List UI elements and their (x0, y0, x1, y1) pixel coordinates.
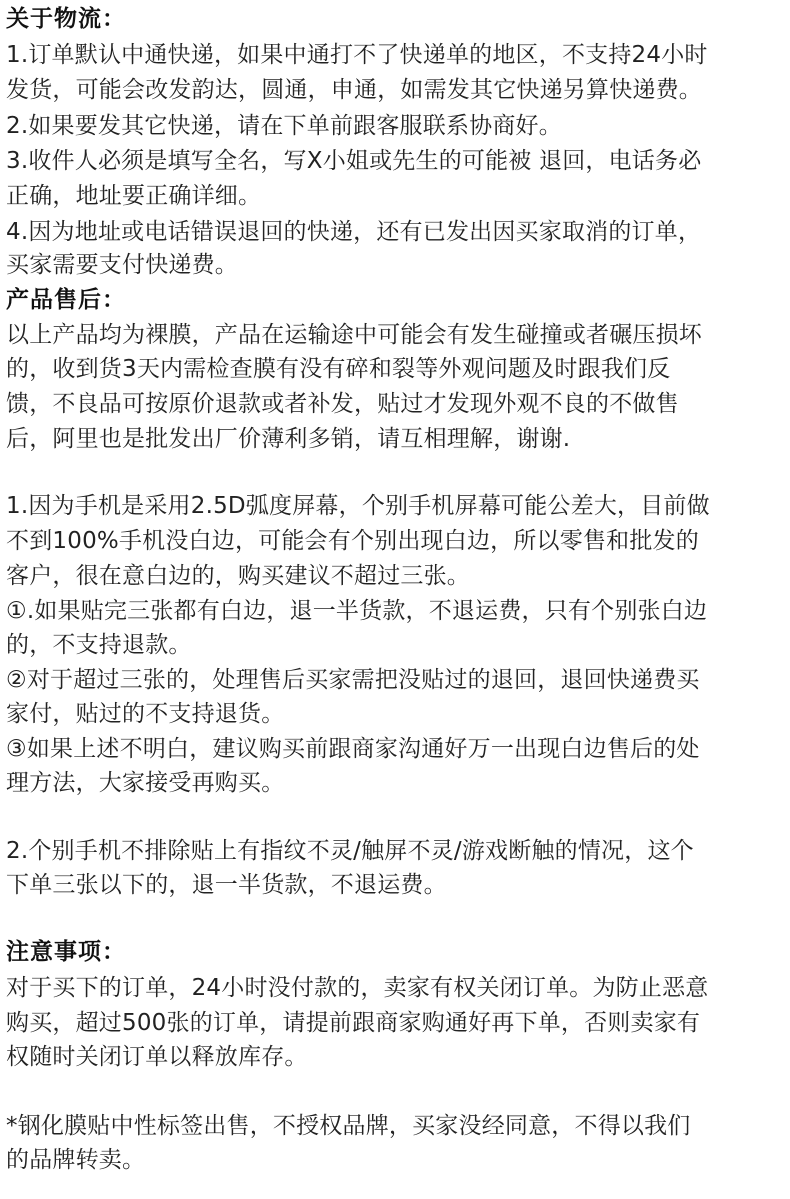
white-edge-line: 1.因为手机是采用2.5D弧度屏幕，个别手机屏幕可能公差大，目前做 (6, 493, 710, 519)
logistics-line: 发货，可能会改发韵达，圆通，申通，如需发其它快递另算快递费。 (6, 77, 702, 103)
touch-line: 2.个别手机不排除贴上有指纹不灵/触屏不灵/游戏断触的情况，这个 (6, 838, 694, 864)
logistics-heading: 关于物流： (6, 6, 126, 32)
brand-line: 的品牌转卖。 (6, 1147, 146, 1173)
white-edge-line: ②对于超过三张的，处理售后买家需把没贴过的退回，退回快递费买 (6, 667, 700, 693)
after-sales-heading: 产品售后： (6, 287, 126, 313)
logistics-line: 正确，地址要正确详细。 (6, 183, 262, 209)
logistics-line: 3.收件人必须是填写全名，写X小姐或先生的可能被 退回，电话务必 (6, 148, 702, 174)
logistics-line: 2.如果要发其它快递，请在下单前跟客服联系协商好。 (6, 113, 562, 139)
notice-line: 权随时关闭订单以释放库存。 (6, 1044, 308, 1070)
logistics-line: 1.订单默认中通快递，如果中通打不了快递单的地区，不支持24小时 (6, 42, 708, 68)
brand-line: *钢化膜贴中性标签出售，不授权品牌，买家没经同意，不得以我们 (6, 1113, 691, 1139)
touch-line: 下单三张以下的，退一半货款，不退运费。 (6, 872, 447, 898)
white-edge-line: 理方法，大家接受再购买。 (6, 770, 285, 796)
notice-line: 购买，超过500张的订单，请提前跟商家购通好再下单，否则卖家有 (6, 1010, 701, 1036)
white-edge-line: 不到100%手机没白边，可能会有个别出现白边，所以零售和批发的 (6, 528, 699, 554)
after-sales-line: 馈，不良品可按原价退款或者补发，贴过才发现外观不良的不做售 (6, 391, 679, 417)
notice-heading: 注意事项： (6, 939, 126, 965)
white-edge-line: 的，不支持退款。 (6, 632, 192, 658)
white-edge-line: 客户，很在意白边的，购买建议不超过三张。 (6, 563, 470, 589)
logistics-line: 4.因为地址或电话错误退回的快递，还有已发出因买家取消的订单， (6, 219, 702, 245)
white-edge-line: ①.如果贴完三张都有白边，退一半货款，不退运费，只有个别张白边 (6, 598, 708, 624)
after-sales-line: 后，阿里也是批发出厂价薄利多销，请互相理解，谢谢. (6, 426, 571, 452)
logistics-line: 买家需要支付快递费。 (6, 252, 238, 278)
after-sales-line: 的，收到货3天内需检查膜有没有碎和裂等外观问题及时跟我们反 (6, 356, 671, 382)
white-edge-line: ③如果上述不明白，建议购买前跟商家沟通好万一出现白边售后的处 (6, 736, 700, 762)
notice-line: 对于买下的订单，24小时没付款的，卖家有权关闭订单。为防止恶意 (6, 975, 709, 1001)
white-edge-line: 家付，贴过的不支持退货。 (6, 701, 285, 727)
after-sales-line: 以上产品均为裸膜，产品在运输途中可能会有发生碰撞或者碾压损坏 (6, 322, 702, 348)
